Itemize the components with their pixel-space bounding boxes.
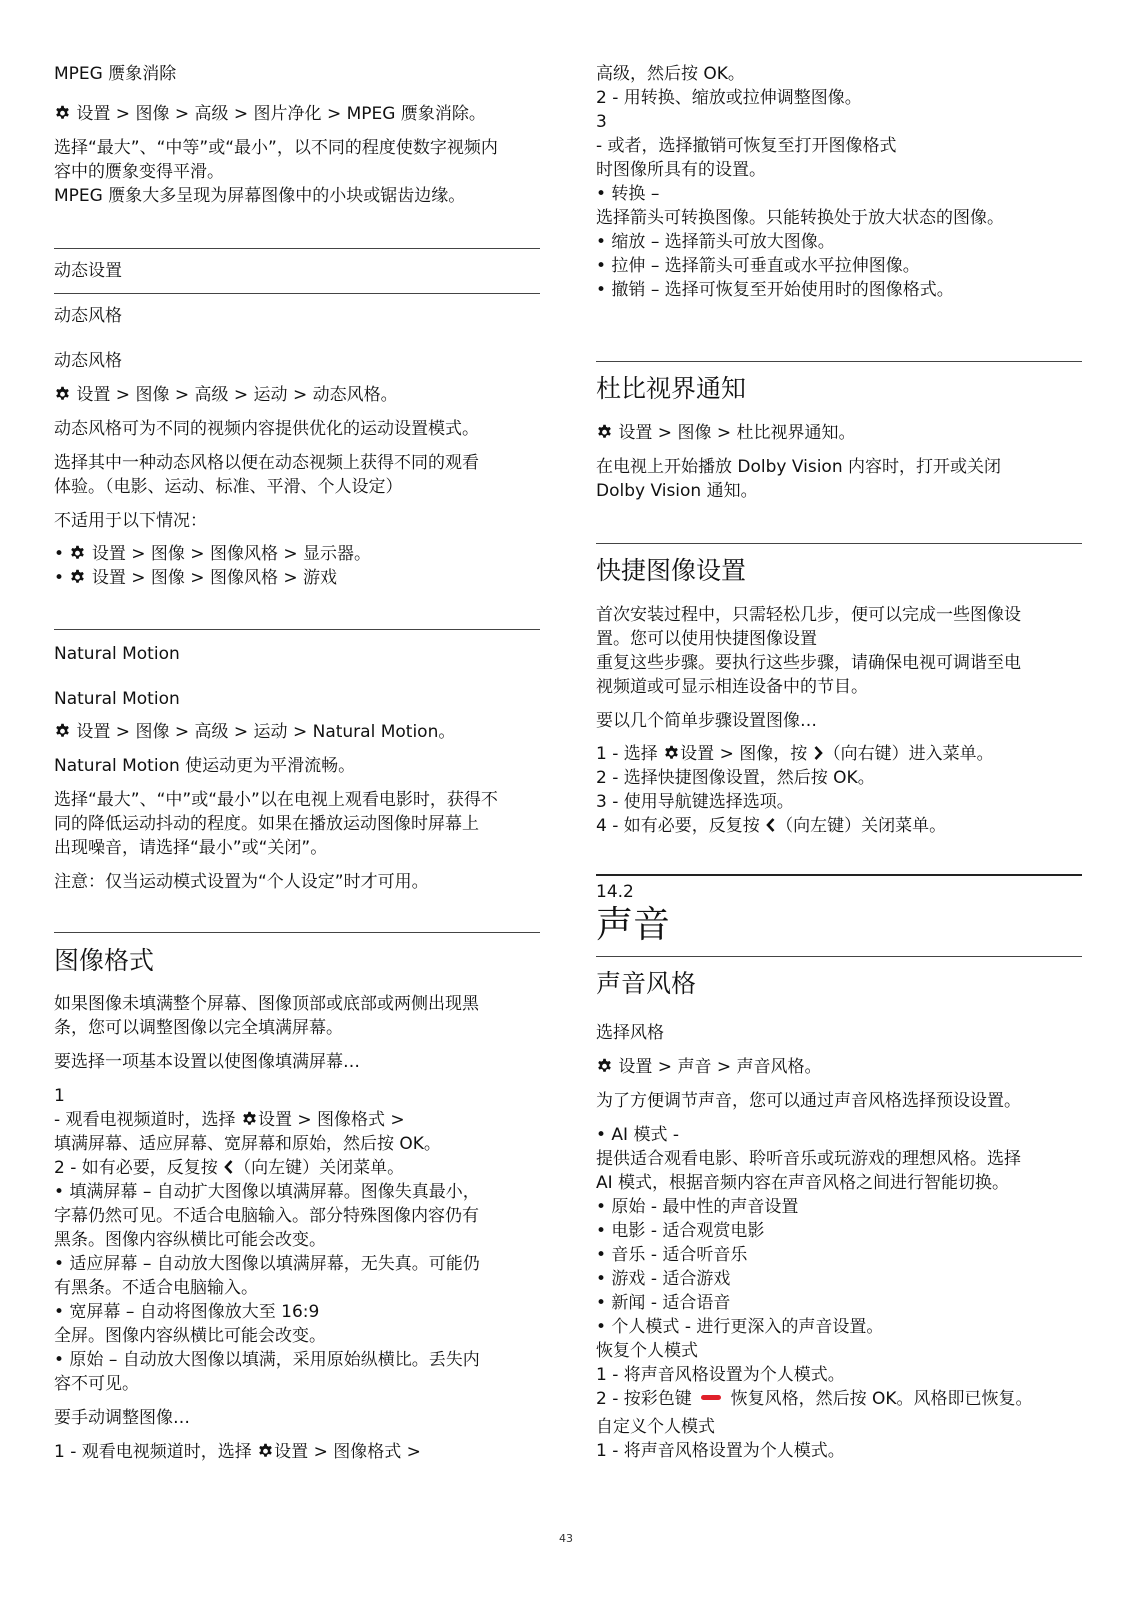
mpeg-path-text: 设置 > 图像 > 高级 > 图片净化 > MPEG 赝象消除。: [76, 104, 486, 124]
cont-line-3: 3: [596, 112, 607, 132]
red-key-icon: [701, 1395, 721, 1400]
cont-line-2: 2 - 用转换、缩放或拉伸调整图像。: [596, 88, 862, 108]
divider: [596, 543, 1082, 544]
arrow-right-icon: [813, 745, 824, 761]
motion-section-title: 动态设置: [54, 261, 122, 281]
orig-1: • 原始 – 自动放大图像以填满，采用原始纵横比。丢失内: [54, 1350, 480, 1370]
step2-line: [54, 1156, 540, 1180]
quick-heading: 快捷图像设置: [596, 556, 747, 585]
nm-path: [54, 720, 540, 744]
gear-icon: [663, 744, 680, 761]
format-basic: 要选择一项基本设置以使图像填满屏幕…: [54, 1052, 360, 1072]
nm-choose-3: 出现噪音，请选择“最小”或“关闭”。: [54, 838, 328, 858]
cont-line-10: • 撤销 – 选择可恢复至开始使用时的图像格式。: [596, 280, 954, 300]
divider: [596, 956, 1082, 957]
mpeg-desc-2: 容中的赝象变得平滑。: [54, 162, 224, 182]
style-original: • 原始 - 最中性的声音设置: [596, 1197, 799, 1217]
qs1-text-a: 1 - 选择: [596, 744, 658, 764]
style-game: • 游戏 - 适合游戏: [596, 1269, 731, 1289]
sound-desc: 为了方便调节声音，您可以通过声音风格选择预设设置。: [596, 1091, 1021, 1111]
dolby-desc-1: 在电视上开始播放 Dolby Vision 内容时，打开或关闭: [596, 457, 1002, 477]
fill-2: 字幕仍然可见。不适合电脑输入。部分特殊图像内容仍有: [54, 1206, 479, 1226]
dolby-path-text: 设置 > 图像 > 杜比视界通知。: [618, 423, 856, 443]
na-item-1: • 设置 > 图像 > 图像风格 > 显示器。: [54, 544, 371, 564]
orig-2: 容不可见。: [54, 1374, 139, 1394]
quick-4: 视频道或可显示相连设备中的节目。: [596, 677, 868, 697]
quick-steps-title: 要以几个简单步骤设置图像…: [596, 711, 817, 731]
qs-step-3: 3 - 使用导航键选择选项。: [596, 792, 794, 812]
format-heading: 图像格式: [54, 946, 155, 975]
step1-number: 1: [54, 1086, 65, 1106]
gear-icon: [69, 568, 86, 585]
style-personal: • 个人模式 - 进行更深入的声音设置。: [596, 1317, 884, 1337]
qs1-text-b: 设置 > 图像，按: [680, 744, 808, 764]
sound-style-heading: 声音风格: [596, 969, 697, 998]
qs1-text-c: （向右键）进入菜单。: [823, 744, 994, 764]
gear-icon: [54, 104, 71, 121]
fit-2: 有黑条。不适合电脑输入。: [54, 1278, 258, 1298]
nm-note: 注意：仅当运动模式设置为“个人设定”时才可用。: [54, 872, 429, 892]
motion-path: [54, 383, 540, 407]
mpeg-path: [54, 102, 540, 126]
nm-choose-2: 同的降低运动抖动的程度。如果在播放运动图像时屏幕上: [54, 814, 479, 834]
divider: [54, 248, 540, 249]
restore-step-2: [596, 1387, 1082, 1411]
quick-1: 首次安装过程中，只需轻松几步，便可以完成一些图像设: [596, 605, 1021, 625]
qs-step-1: [596, 742, 1082, 766]
gear-icon: [69, 544, 86, 561]
motion-choose-1: 选择其中一种动态风格以便在动态视频上获得不同的观看: [54, 453, 479, 473]
quick-3: 重复这些步骤。要执行这些步骤，请确保电视可调谐至电: [596, 653, 1021, 673]
format-intro-2: 条，您可以调整图像以完全填满屏幕。: [54, 1018, 343, 1038]
motion-style-subtitle: 动态风格: [54, 351, 122, 371]
gear-icon: [257, 1442, 274, 1459]
custom-step-1: 1 - 将声音风格设置为个人模式。: [596, 1441, 845, 1461]
divider: [54, 932, 540, 933]
nm-section-title: Natural Motion: [54, 644, 180, 664]
restore-title: 恢复个人模式: [596, 1341, 698, 1361]
mpeg-desc-3: MPEG 赝象大多呈现为屏幕图像中的小块或锯齿边缘。: [54, 186, 466, 206]
fit-1: • 适应屏幕 – 自动放大图像以填满屏幕，无失真。可能仍: [54, 1254, 480, 1274]
qs4-text-b: （向左键）关闭菜单。: [776, 816, 947, 836]
step1-line: [54, 1108, 540, 1132]
motion-style-title: 动态风格: [54, 306, 122, 326]
cont-line-6: • 转换 –: [596, 184, 660, 204]
style-music: • 音乐 - 适合听音乐: [596, 1245, 748, 1265]
cont-line-4: - 或者，选择撤销可恢复至打开图像格式: [596, 136, 897, 156]
ai-mode-1: • AI 模式 -: [596, 1125, 680, 1145]
na-item-2-text: 设置 > 图像 > 图像风格 > 游戏: [91, 568, 337, 588]
manual-step1-text-b: 设置 > 图像格式 >: [274, 1442, 421, 1462]
restore2-text-b: 恢复风格，然后按 OK。风格即已恢复。: [730, 1389, 1033, 1409]
format-intro-1: 如果图像未填满整个屏幕、图像顶部或底部或两侧出现黑: [54, 994, 479, 1014]
wide-1: • 宽屏幕 – 自动将图像放大至 16:9: [54, 1302, 320, 1322]
divider: [54, 629, 540, 630]
motion-desc: 动态风格可为不同的视频内容提供优化的运动设置模式。: [54, 419, 479, 439]
wide-2: 全屏。图像内容纵横比可能会改变。: [54, 1326, 326, 1346]
na-item-2: • 设置 > 图像 > 图像风格 > 游戏: [54, 568, 337, 588]
na-item-1-text: 设置 > 图像 > 图像风格 > 显示器。: [91, 544, 371, 564]
sound-path: [596, 1055, 1082, 1079]
fill-1: • 填满屏幕 – 自动扩大图像以填满屏幕。图像失真最小，: [54, 1182, 480, 1202]
gear-icon: [54, 385, 71, 402]
custom-title: 自定义个人模式: [596, 1417, 715, 1437]
qs4-text-a: 4 - 如有必要，反复按: [596, 816, 760, 836]
page-number: 43: [559, 1532, 573, 1545]
dolby-heading: 杜比视界通知: [596, 374, 747, 403]
mpeg-heading: MPEG 赝象消除: [54, 64, 177, 84]
ai-mode-3: AI 模式，根据音频内容在声音风格之间进行智能切换。: [596, 1173, 1010, 1193]
manual-step1: [54, 1440, 540, 1464]
step2-text-a: 2 - 如有必要，反复按: [54, 1158, 218, 1178]
gear-icon: [54, 722, 71, 739]
step2-text-b: （向左键）关闭菜单。: [234, 1158, 405, 1178]
choose-style: 选择风格: [596, 1023, 664, 1043]
cont-line-7: 选择箭头可转换图像。只能转换处于放大状态的图像。: [596, 208, 1004, 228]
gear-icon: [596, 1057, 613, 1074]
step1-options: 填满屏幕、适应屏幕、宽屏幕和原始，然后按 OK。: [54, 1134, 441, 1154]
chapter-number: 14.2: [596, 882, 634, 902]
nm-desc: Natural Motion 使运动更为平滑流畅。: [54, 756, 356, 776]
motion-path-text: 设置 > 图像 > 高级 > 运动 > 动态风格。: [76, 385, 398, 405]
gear-icon: [241, 1110, 258, 1127]
quick-2: 置。您可以使用快捷图像设置: [596, 629, 817, 649]
ai-mode-2: 提供适合观看电影、聆听音乐或玩游戏的理想风格。选择: [596, 1149, 1021, 1169]
manual-title: 要手动调整图像…: [54, 1408, 190, 1428]
gear-icon: [596, 423, 613, 440]
cont-line-5: 时图像所具有的设置。: [596, 160, 766, 180]
restore-step-1: 1 - 将声音风格设置为个人模式。: [596, 1365, 845, 1385]
nm-path-text: 设置 > 图像 > 高级 > 运动 > Natural Motion。: [76, 722, 456, 742]
step1-text-b: 设置 > 图像格式 >: [257, 1110, 405, 1130]
nm-title: Natural Motion: [54, 689, 180, 709]
qs-step-2: 2 - 选择快捷图像设置，然后按 OK。: [596, 768, 875, 788]
restore2-text-a: 2 - 按彩色键: [596, 1389, 692, 1409]
manual-step1-text-a: 1 - 观看电视频道时，选择: [54, 1442, 252, 1462]
cont-line-8: • 缩放 – 选择箭头可放大图像。: [596, 232, 835, 252]
arrow-left-icon: [765, 817, 776, 833]
dolby-desc-2: Dolby Vision 通知。: [596, 481, 758, 501]
cont-line-9: • 拉伸 – 选择箭头可垂直或水平拉伸图像。: [596, 256, 920, 276]
chapter-divider: [596, 874, 1082, 876]
style-movie: • 电影 - 适合观赏电影: [596, 1221, 765, 1241]
arrow-left-icon: [223, 1159, 234, 1175]
sound-path-text: 设置 > 声音 > 声音风格。: [618, 1057, 822, 1077]
chapter-title: 声音: [596, 903, 670, 946]
not-applicable: 不适用于以下情况：: [54, 511, 207, 531]
divider: [596, 361, 1082, 362]
fill-3: 黑条。图像内容纵横比可能会改变。: [54, 1230, 326, 1250]
style-news: • 新闻 - 适合语音: [596, 1293, 731, 1313]
cont-line-1: 高级，然后按 OK。: [596, 64, 745, 84]
motion-choose-2: 体验。（电影、运动、标准、平滑、个人设定）: [54, 477, 403, 497]
mpeg-desc-1: 选择“最大”、“中等”或“最小”，以不同的程度使数字视频内: [54, 138, 498, 158]
nm-choose-1: 选择“最大”、“中”或“最小”以在电视上观看电影时，获得不: [54, 790, 498, 810]
qs-step-4: [596, 814, 1082, 838]
step1-text-a: - 观看电视频道时，选择: [54, 1110, 236, 1130]
divider: [54, 293, 540, 294]
dolby-path: [596, 421, 1082, 445]
